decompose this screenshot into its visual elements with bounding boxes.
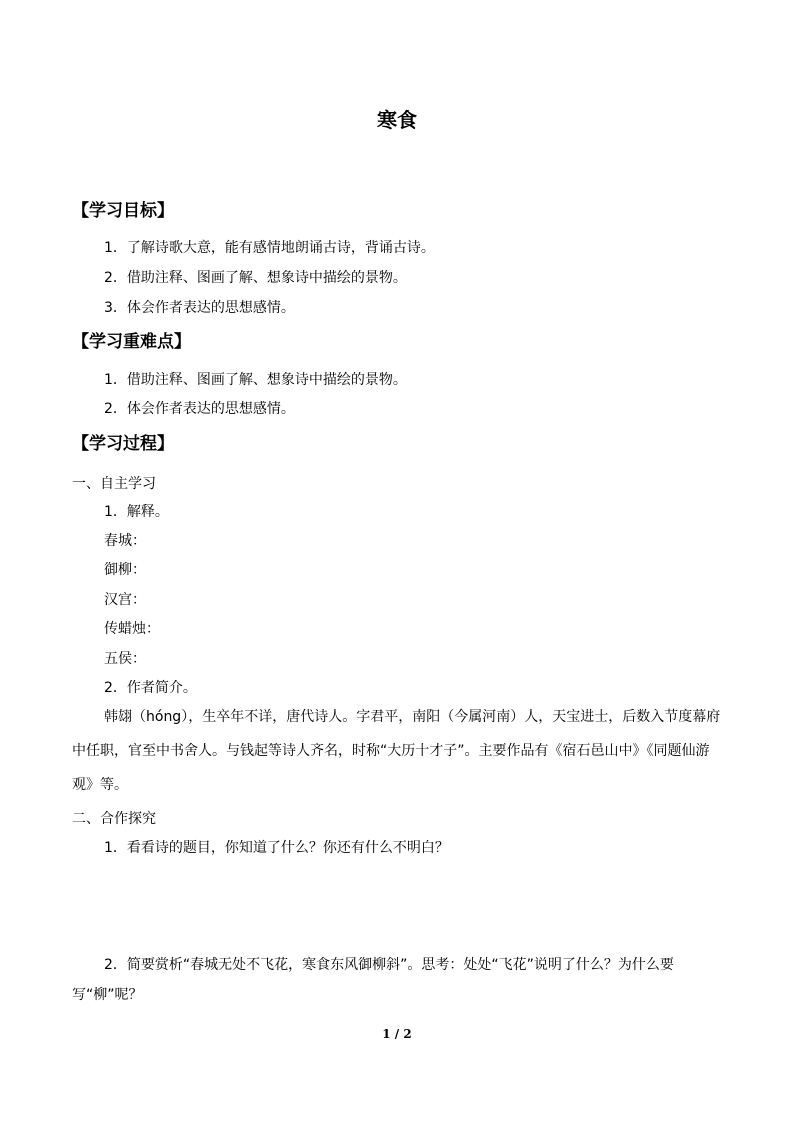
author-bio: 韩翃（hóng），生卒年不详，唐代诗人。字君平，南阳（今属河南）人，天宝进士，后数入节度幕府中任职，官至中书舍人。与钱起等诗人齐名，时称“大历十才子”。主要作品有《宿石邑山中》《同题仙游观》等。 (72, 709, 721, 793)
term-item: 春城： (104, 533, 146, 549)
process-heading: 【学习过程】 (72, 434, 174, 454)
page-number: 1 / 2 (382, 1027, 412, 1041)
term-item: 汉宫： (104, 592, 146, 608)
part1-q2: 2．作者简介。 (104, 680, 197, 696)
keypoint-item: 1．借助注释、图画了解、想象诗中描绘的景物。 (104, 372, 407, 388)
objective-item: 3．体会作者表达的思想感情。 (104, 300, 295, 316)
keypoints-heading: 【学习重难点】 (72, 332, 191, 352)
objective-item: 2．借助注释、图画了解、想象诗中描绘的景物。 (104, 270, 407, 286)
objective-item: 1．了解诗歌大意，能有感情地朗诵古诗，背诵古诗。 (104, 240, 435, 256)
part2-title: 二、合作探究 (72, 811, 156, 827)
part2-q2: 2．简要赏析“春城无处不飞花，寒食东风御柳斜”。思考：处处“飞花”说明了什么？为什么要写“柳”呢？ (72, 957, 674, 1003)
part1-title: 一、自主学习 (72, 476, 156, 492)
part2-q1: 1．看看诗的题目，你知道了什么？你还有什么不明白？ (104, 840, 449, 856)
page-title: 寒食 (377, 108, 417, 132)
term-item: 御柳： (104, 562, 146, 578)
term-item: 五侯： (104, 651, 146, 667)
part1-q1: 1．解释。 (104, 504, 169, 520)
objectives-heading: 【学习目标】 (72, 201, 174, 221)
keypoint-item: 2．体会作者表达的思想感情。 (104, 401, 295, 417)
term-item: 传蜡烛： (104, 621, 160, 637)
